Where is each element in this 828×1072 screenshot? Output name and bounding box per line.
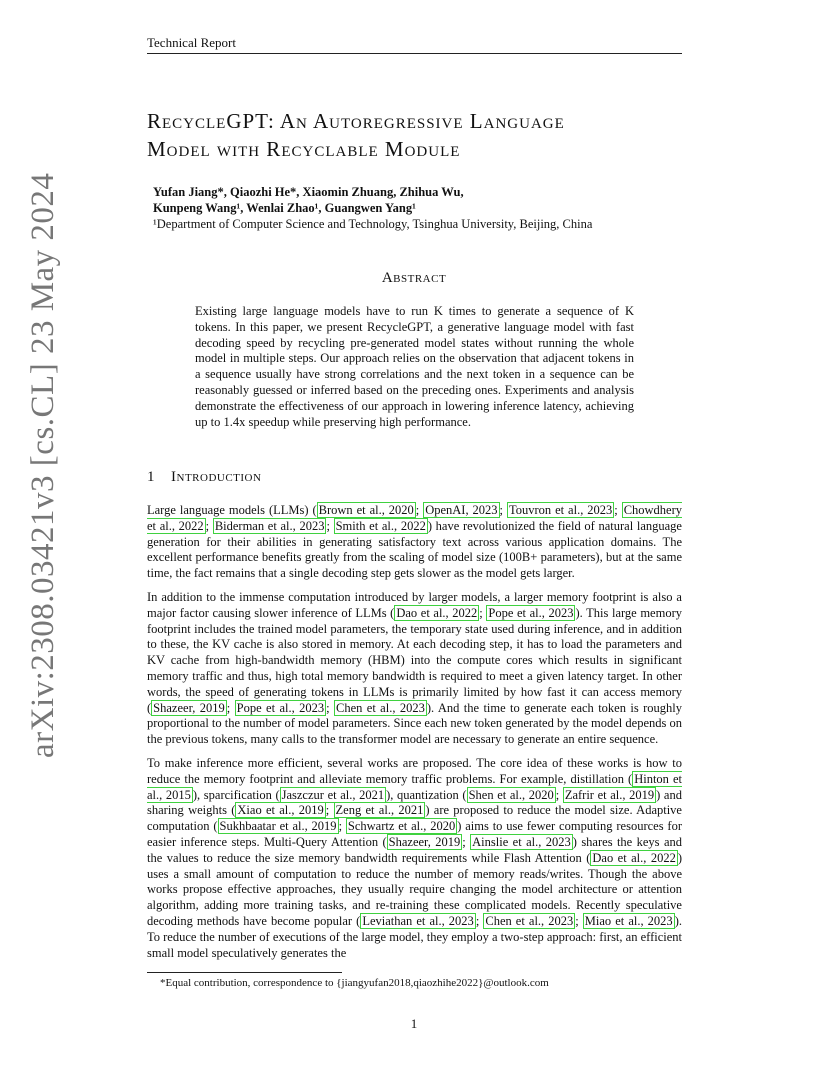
page-number: 1 [410,1016,418,1031]
section-heading [147,469,261,486]
citation-link[interactable]: Chen et al., 2023 [335,700,425,715]
citation-link[interactable]: Touvron et al., 2023 [508,503,613,517]
citation-link[interactable]: Zafrir et al., 2019 [564,787,655,802]
citation-link[interactable]: Pope et al., 2023 [488,605,574,620]
citation-link[interactable]: Schwartz et al., 2020 [347,819,456,834]
title-line-2: Model with Recyclable Module [147,137,461,161]
running-header: Technical Report [147,35,682,54]
citation-link[interactable]: Smith et al., 2022 [335,518,426,533]
citation-link[interactable]: Shazeer, 2019 [388,834,461,849]
intro-body [147,503,682,969]
abstract-text: Existing large language models have to run K times to generate a sequence of K tokens. In this paper, we present RecycleGPT, a generative language model with fast decoding speed by recycling pre-generated model states without running the whole model in multiple steps. Our approach relies on the observation that adjacent tokens in a sequence usually have strong correlations and the next token in a sequence can be reasonably guessed or inferred based on the preceding ones. Experiments and analysis demonstrate the effectiveness of our approach in lowering inference latency, achieving up to 1.4x speedup while preserving high performance. [195,304,634,429]
citation-link[interactable]: Hinton et al., 2015 [147,771,682,802]
title-line-1: RecycleGPT: An Autoregressive Language [147,109,565,133]
footnote: *Equal contribution, correspondence to {jiangyufan2018,qiaozhihe2022}@outlook.com [160,977,549,989]
citation-link[interactable]: Pope et al., 2023 [236,700,325,715]
author-line-2: Kunpeng Wang¹, Wenlai Zhao¹, Guangwen Yang¹ [153,201,416,215]
affiliation: ¹Department of Computer Science and Technology, Tsinghua University, Beijing, China [153,217,593,231]
arxiv-identifier[interactable]: arXiv:2308.03421v3 [cs.CL] 23 May 2024 [25,172,61,758]
citation-link[interactable]: Chowdhery et al., 2022 [147,503,683,533]
section-title: Introduction [171,469,262,485]
footnote-divider [147,972,342,973]
paper-title [147,107,707,163]
citation-link[interactable]: Brown et al., 2020 [318,503,414,517]
author-block [153,184,693,232]
citation-link[interactable]: Zeng et al., 2021 [335,803,424,818]
citation-link[interactable]: Ainslie et al., 2023 [472,834,571,849]
citation-link[interactable]: Xiao et al., 2019 [237,803,324,818]
paragraph: Large language models (LLMs) ( Brown et al., 2020 ; OpenAI, 2023 ; Touvron et al., 2023 ; Chowdhery et al., 2022 ; Biderman et al., 2023 ; Smith et al., 2022 ) have revolutionized the field of natural language generation for their abilities in generating satisfactory text across various application domains. The excellent performance benefits greatly from the scaling of model size (100B+ parameters), but at the same time, the fact remains that a single decoding step gets slower as the model gets larger. [147,503,683,581]
citation-link[interactable]: Dao et al., 2022 [592,850,676,865]
citation-link[interactable]: OpenAI, 2023 [425,503,498,517]
citation-link[interactable]: Miao et al., 2023 [584,913,673,928]
citation-link[interactable]: Shen et al., 2020 [468,787,554,802]
author-line-1: Yufan Jiang*, Qiaozhi He*, Xiaomin Zhuang, Zhihua Wu, [153,185,464,199]
citation-link[interactable]: Chen et al., 2023 [485,913,574,928]
paragraph: In addition to the immense computation introduced by larger models, a larger memory footprint is also a major factor causing slower inference of LLMs ( Dao et al., 2022 ; Pope et al., 2023 ). This large memory footprint includes the trained model parameters, the temporary state used during inference, and in addition to these, the KV cache is also stored in memory. At each decoding step, it has to load the parameters and KV cache from high-bandwidth memory (HBM) into the compute cores which results in significant memory traffic and thus, high total memory bandwidth is required to meet a given latency target. In other words, the speed of generating tokens in LLMs is primarily limited by how fast it can access memory ( Shazeer, 2019 ; Pope et al., 2023 ; Chen et al., 2023 ). And the time to generate each token is roughly proportional to the number of model parameters. Since each new token generated by the model depends on the previous tokens, many calls to the transformer model are necessary to generate an entire sequence. [147,589,682,747]
citation-link[interactable]: Biderman et al., 2023 [214,518,325,533]
citation-link[interactable]: Dao et al., 2022 [396,605,478,620]
citation-link[interactable]: Sukhbaatar et al., 2019 [219,819,337,834]
citation-link[interactable]: Leviathan et al., 2023 [362,913,474,928]
section-number: 1 [147,469,155,485]
paragraph: To make inference more efficient, several works are proposed. The core idea of these works is how to reduce the memory footprint and alleviate memory traffic problems. For example, distillation ( Hinton et al., 2015 ), sparcification ( Jaszczur et al., 2021 ), quantization ( Shen et al., 2020 ; Zafrir et al., 2019 ) and sharing weights ( Xiao et al., 2019 ; Zeng et al., 2021 ) are proposed to reduce the model size. Adaptive computation ( Sukhbaatar et al., 2019 ; Schwartz et al., 2020 ) aims to use fewer computing resources for easier inference steps. Multi-Query Attention ( Shazeer, 2019 ; Ainslie et al., 2023 ) shares the keys and the values to reduce the size memory bandwidth requirements while Flash Attention ( Dao et al., 2022 ) uses a small amount of computation to reduce the number of memory reads/writes. Though the above works propose effective approaches, they usually require changing the model architecture or attention algorithm, adding more training tasks, and re-training these complicated models. Recently speculative decoding methods have become popular ( Leviathan et al., 2023 ; Chen et al., 2023 ; Miao et al., 2023 ). To reduce the number of executions of the large model, they employ a two-step approach: first, an efficient small model speculatively generates the [147,755,683,960]
citation-link[interactable]: Jaszczur et al., 2021 [281,787,385,802]
citation-link[interactable]: Shazeer, 2019 [153,700,225,715]
abstract-heading: Abstract [381,270,447,286]
